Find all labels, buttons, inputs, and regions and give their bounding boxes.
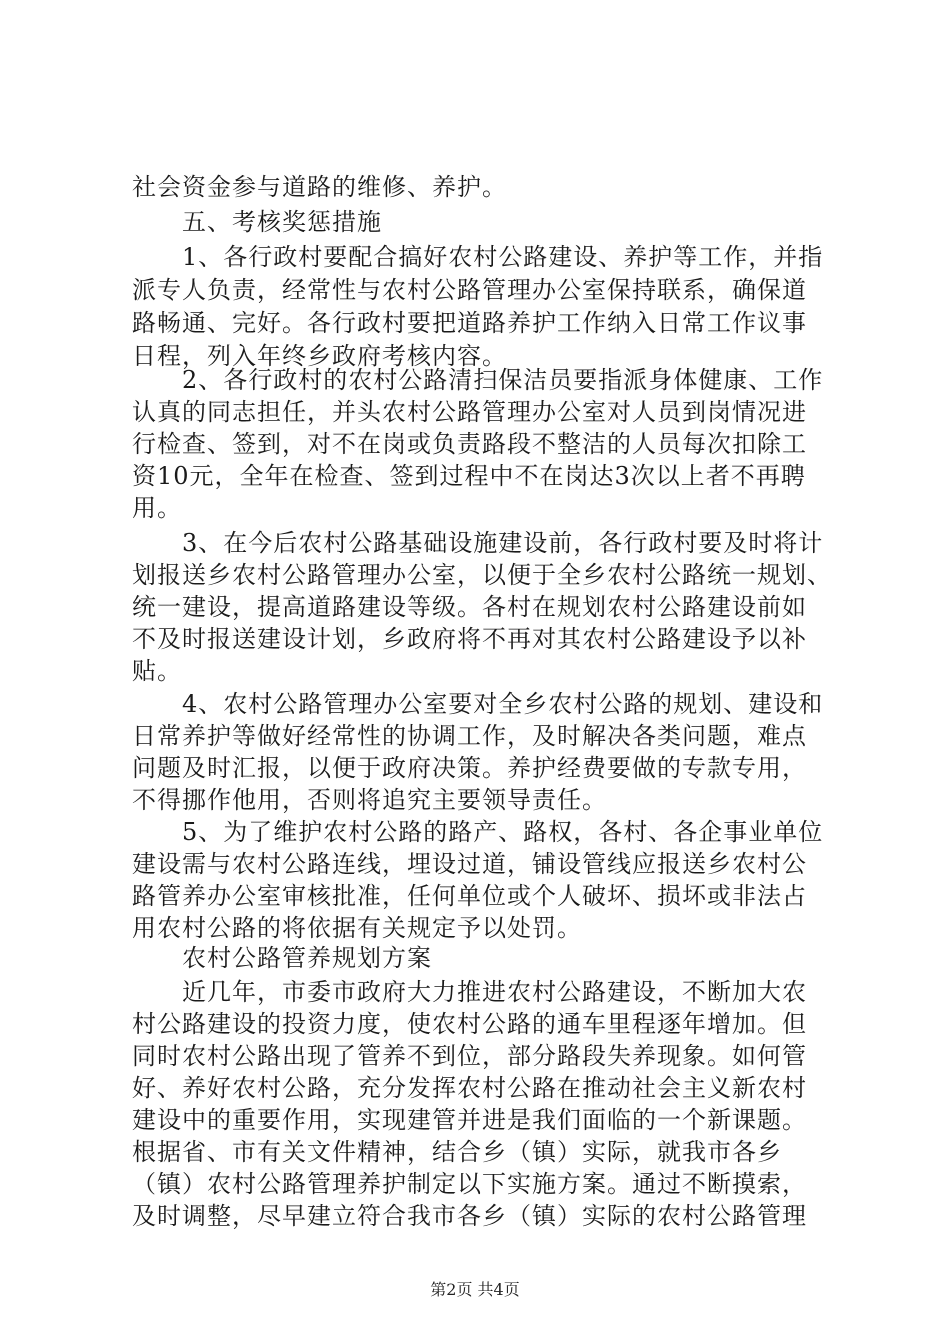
text-line: 划报送乡农村公路管理办公室，以便于全乡农村公路统一规划、: [132, 561, 832, 589]
page-number-footer: 第2页 共4页: [430, 1280, 520, 1299]
text-line: 不及时报送建设计划，乡政府将不再对其农村公路建设予以补: [132, 625, 807, 653]
text-line: 3、在今后农村公路基础设施建设前，各行政村要及时将计: [182, 529, 824, 557]
text-line: 行检查、签到，对不在岗或负责路段不整洁的人员每次扣除工: [132, 430, 807, 458]
text-line: 建设中的重要作用，实现建管并进是我们面临的一个新课题。: [132, 1106, 807, 1134]
text-line: 派专人负责，经常性与农村公路管理办公室保持联系，确保道: [132, 276, 807, 304]
text-line: 路管养办公室审核批准，任何单位或个人破坏、损坏或非法占: [132, 882, 807, 910]
text-line: （镇）农村公路管理养护制定以下实施方案。通过不断摸索，: [132, 1170, 807, 1198]
text-line: 村公路建设的投资力度，使农村公路的通车里程逐年增加。但: [132, 1010, 807, 1038]
section-heading: 五、考核奖惩措施: [182, 208, 382, 236]
text-line: 1、各行政村要配合搞好农村公路建设、养护等工作，并指: [182, 243, 824, 271]
text-line: 根据省、市有关文件精神，结合乡（镇）实际，就我市各乡: [132, 1138, 782, 1166]
text-line: 5、为了维护农村公路的路产、路权，各村、各企事业单位: [182, 818, 824, 846]
text-line: 及时调整，尽早建立符合我市各乡（镇）实际的农村公路管理: [132, 1202, 807, 1230]
text-line: 同时农村公路出现了管养不到位，部分路段失养现象。如何管: [132, 1042, 807, 1070]
text-line: 资10元，全年在检查、签到过程中不在岗达3次以上者不再聘: [132, 462, 806, 490]
text-line: 好、养好农村公路，充分发挥农村公路在推动社会主义新农村: [132, 1074, 807, 1102]
text-line: 日程，列入年终乡政府考核内容。: [132, 342, 507, 370]
text-line: 路畅通、完好。各行政村要把道路养护工作纳入日常工作议事: [132, 309, 807, 337]
text-line: 统一建设，提高道路建设等级。各村在规划农村公路建设前如: [132, 593, 807, 621]
text-line: 认真的同志担任，并头农村公路管理办公室对人员到岗情况进: [132, 398, 807, 426]
text-line: 近几年，市委市政府大力推进农村公路建设，不断加大农: [182, 978, 807, 1006]
text-line: 4、农村公路管理办公室要对全乡农村公路的规划、建设和: [182, 690, 824, 718]
text-line: 用。: [132, 494, 182, 522]
text-line: 2、各行政村的农村公路清扫保洁员要指派身体健康、工作: [182, 366, 824, 394]
text-line: 不得挪作他用，否则将追究主要领导责任。: [132, 786, 607, 814]
text-line: 贴。: [132, 657, 182, 685]
text-line: 社会资金参与道路的维修、养护。: [132, 173, 507, 201]
text-line: 建设需与农村公路连线，埋设过道，铺设管线应报送乡农村公: [132, 850, 807, 878]
text-line: 日常养护等做好经常性的协调工作，及时解决各类问题，难点: [132, 722, 807, 750]
text-line: 用农村公路的将依据有关规定予以处罚。: [132, 914, 582, 942]
text-line: 问题及时汇报，以便于政府决策。养护经费要做的专款专用，: [132, 754, 807, 782]
document-title: 农村公路管养规划方案: [182, 944, 432, 972]
